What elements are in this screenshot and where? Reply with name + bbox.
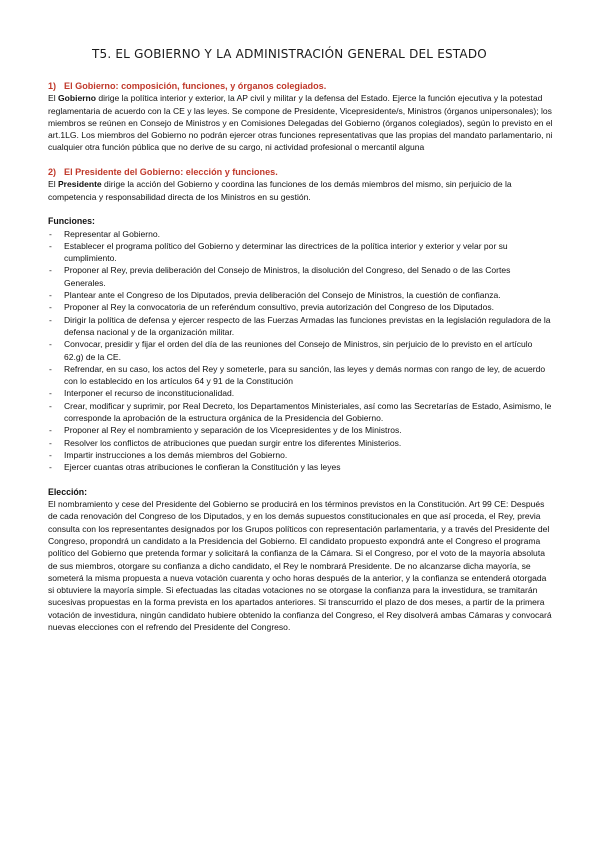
section-2-keyword: Presidente xyxy=(57,179,102,190)
list-item: - Proponer al Rey, previa deliberación del Consejo de Ministros, la disolución del Congreso, del Senado o de las Cortes Generales. xyxy=(48,264,553,289)
list-item: - Proponer al Rey el nombramiento y separación de los Vicepresidentes y de los Ministros. xyxy=(48,424,553,436)
spacer xyxy=(48,154,553,166)
list-item: - Interponer el recurso de inconstitucionalidad. xyxy=(48,387,553,399)
section-1-heading xyxy=(48,80,553,92)
funciones-list xyxy=(48,228,553,474)
list-item: - Ejercer cuantas otras atribuciones le confieran la Constitución y las leyes xyxy=(48,461,553,473)
document-title: T5. EL GOBIERNO Y LA ADMINISTRACIÓN GENERAL DEL ESTADO xyxy=(92,47,487,61)
section-1-paragraph-lead: El xyxy=(48,93,58,104)
list-item: - Crear, modificar y suprimir, por Real Decreto, los Departamentos Ministeriales, así como las Secretarías de Estado, Asimismo, le corresponde la aprobación de la estructura orgánica de la Presidencia del Gobierno. xyxy=(48,400,553,425)
section-2-paragraph-lead: El xyxy=(48,179,58,190)
spacer xyxy=(48,203,553,215)
section-2-paragraph-text: dirige la acción del Gobierno y coordina las funciones de los demás miembros del mismo, sin perjuicio de la competencia y responsabilidad directa de los Ministros en su gestión. xyxy=(48,179,512,202)
section-1-heading-text: El Gobierno: composición, funciones, y órganos colegiados. xyxy=(64,81,327,91)
list-item: - Impartir instrucciones a los demás miembros del Gobierno. xyxy=(48,449,553,461)
section-2-paragraph xyxy=(48,178,553,203)
list-item: - Refrendar, en su caso, los actos del Rey y someterle, para su sanción, las leyes y demás normas con rango de ley, de acuerdo con lo establecido en los artículos 64 y 91 de la Constitución xyxy=(48,363,553,388)
section-1-paragraph-text: dirige la política interior y exterior, la AP civil y militar y la defensa del Estado. Ejerce la función ejecutiva y la potestad reglamentaria de acuerdo con la CE y las leyes. Se compone de Presidente, Vicepresidente/s, Ministros (órganos unipersonales); los miembros se reúnen en Consejo de Ministros y en Comisiones Delegadas del Gobierno (órganos colegiados), según lo previsto en el art.1LG. Los miembros del Gobierno no podrán ejercer otras funciones representativas que las propias del mandato parlamentario, ni cualquier otra función pública que no derive de su cargo, ni actividad profesional o mercantil alguna xyxy=(48,93,553,153)
funciones-label: Funciones: xyxy=(48,216,95,227)
section-2-heading xyxy=(48,166,553,178)
list-item: - Proponer al Rey la convocatoria de un referéndum consultivo, previa autorización del Congreso de los Diputados. xyxy=(48,301,553,313)
section-1-number: 1) xyxy=(48,81,57,91)
list-item: - Convocar, presidir y fijar el orden del día de las reuniones del Consejo de Ministros, sin perjuicio de lo previsto en el artículo 62.g) de la CE. xyxy=(48,338,553,363)
section-2-number: 2) xyxy=(48,167,57,178)
section-2-heading-text: El Presidente del Gobierno: elección y funciones. xyxy=(64,167,278,178)
list-item: - Plantear ante el Congreso de los Diputados, previa deliberación del Consejo de Ministros, la cuestión de confianza. xyxy=(48,289,553,301)
eleccion-label: Elección: xyxy=(48,486,88,497)
eleccion-paragraph: El nombramiento y cese del Presidente del Gobierno se producirá en los términos previstos en la Constitución. Art 99 CE: Después de cada renovación del Congreso de los Diputados, y en los demás supuestos constitucionales en que así proceda, el Rey, previa consulta con los representantes designados por los Grupos políticos con representación parlamentaria, y a través del Presidente del Congreso, propondrá un candidato a la Presidencia del Gobierno. El candidato propuesto expondrá ante el Congreso el programa político del Gobierno que pretenda formar y solicitará la confianza de la Cámara. Si el Congreso, por el voto de la mayoría absoluta de sus miembros, otorgare su confianza a dicho candidato, el Rey le nombrará Presidente. De no alcanzarse dicha mayoría, se someterá la misma propuesta a nueva votación cuarenta y ocho horas después de la anterior, y la confianza se entenderá otorgada si obtuviere la mayoría simple. Si efectuadas las citadas votaciones no se otorgase la confianza para la investidura, se tramitarán sucesivas propuestas en la forma prevista en los apartados anteriores. Si transcurrido el plazo de dos meses, a partir de la primera votación de investidura, ningún candidato hubiere obtenido la confianza del Congreso, el Rey disolverá ambas Cámaras y convocará nuevas elecciones con el refrendo del Presidente del Congreso. xyxy=(48,499,552,633)
list-item: - Dirigir la política de defensa y ejercer respecto de las Fuerzas Armadas las funciones previstas en la legislación reguladora de la defensa nacional y de la organización militar. xyxy=(48,314,553,339)
list-item: - Establecer el programa político del Gobierno y determinar las directrices de la política interior y exterior y velar por su cumplimiento. xyxy=(48,240,553,265)
section-1-keyword: Gobierno xyxy=(57,93,96,104)
spacer xyxy=(48,474,553,486)
list-item: - Representar al Gobierno. xyxy=(48,228,553,240)
document-body xyxy=(48,80,553,633)
list-item: - Resolver los conflictos de atribuciones que puedan surgir entre los diferentes Ministerios. xyxy=(48,437,553,449)
section-1-paragraph xyxy=(48,92,553,153)
